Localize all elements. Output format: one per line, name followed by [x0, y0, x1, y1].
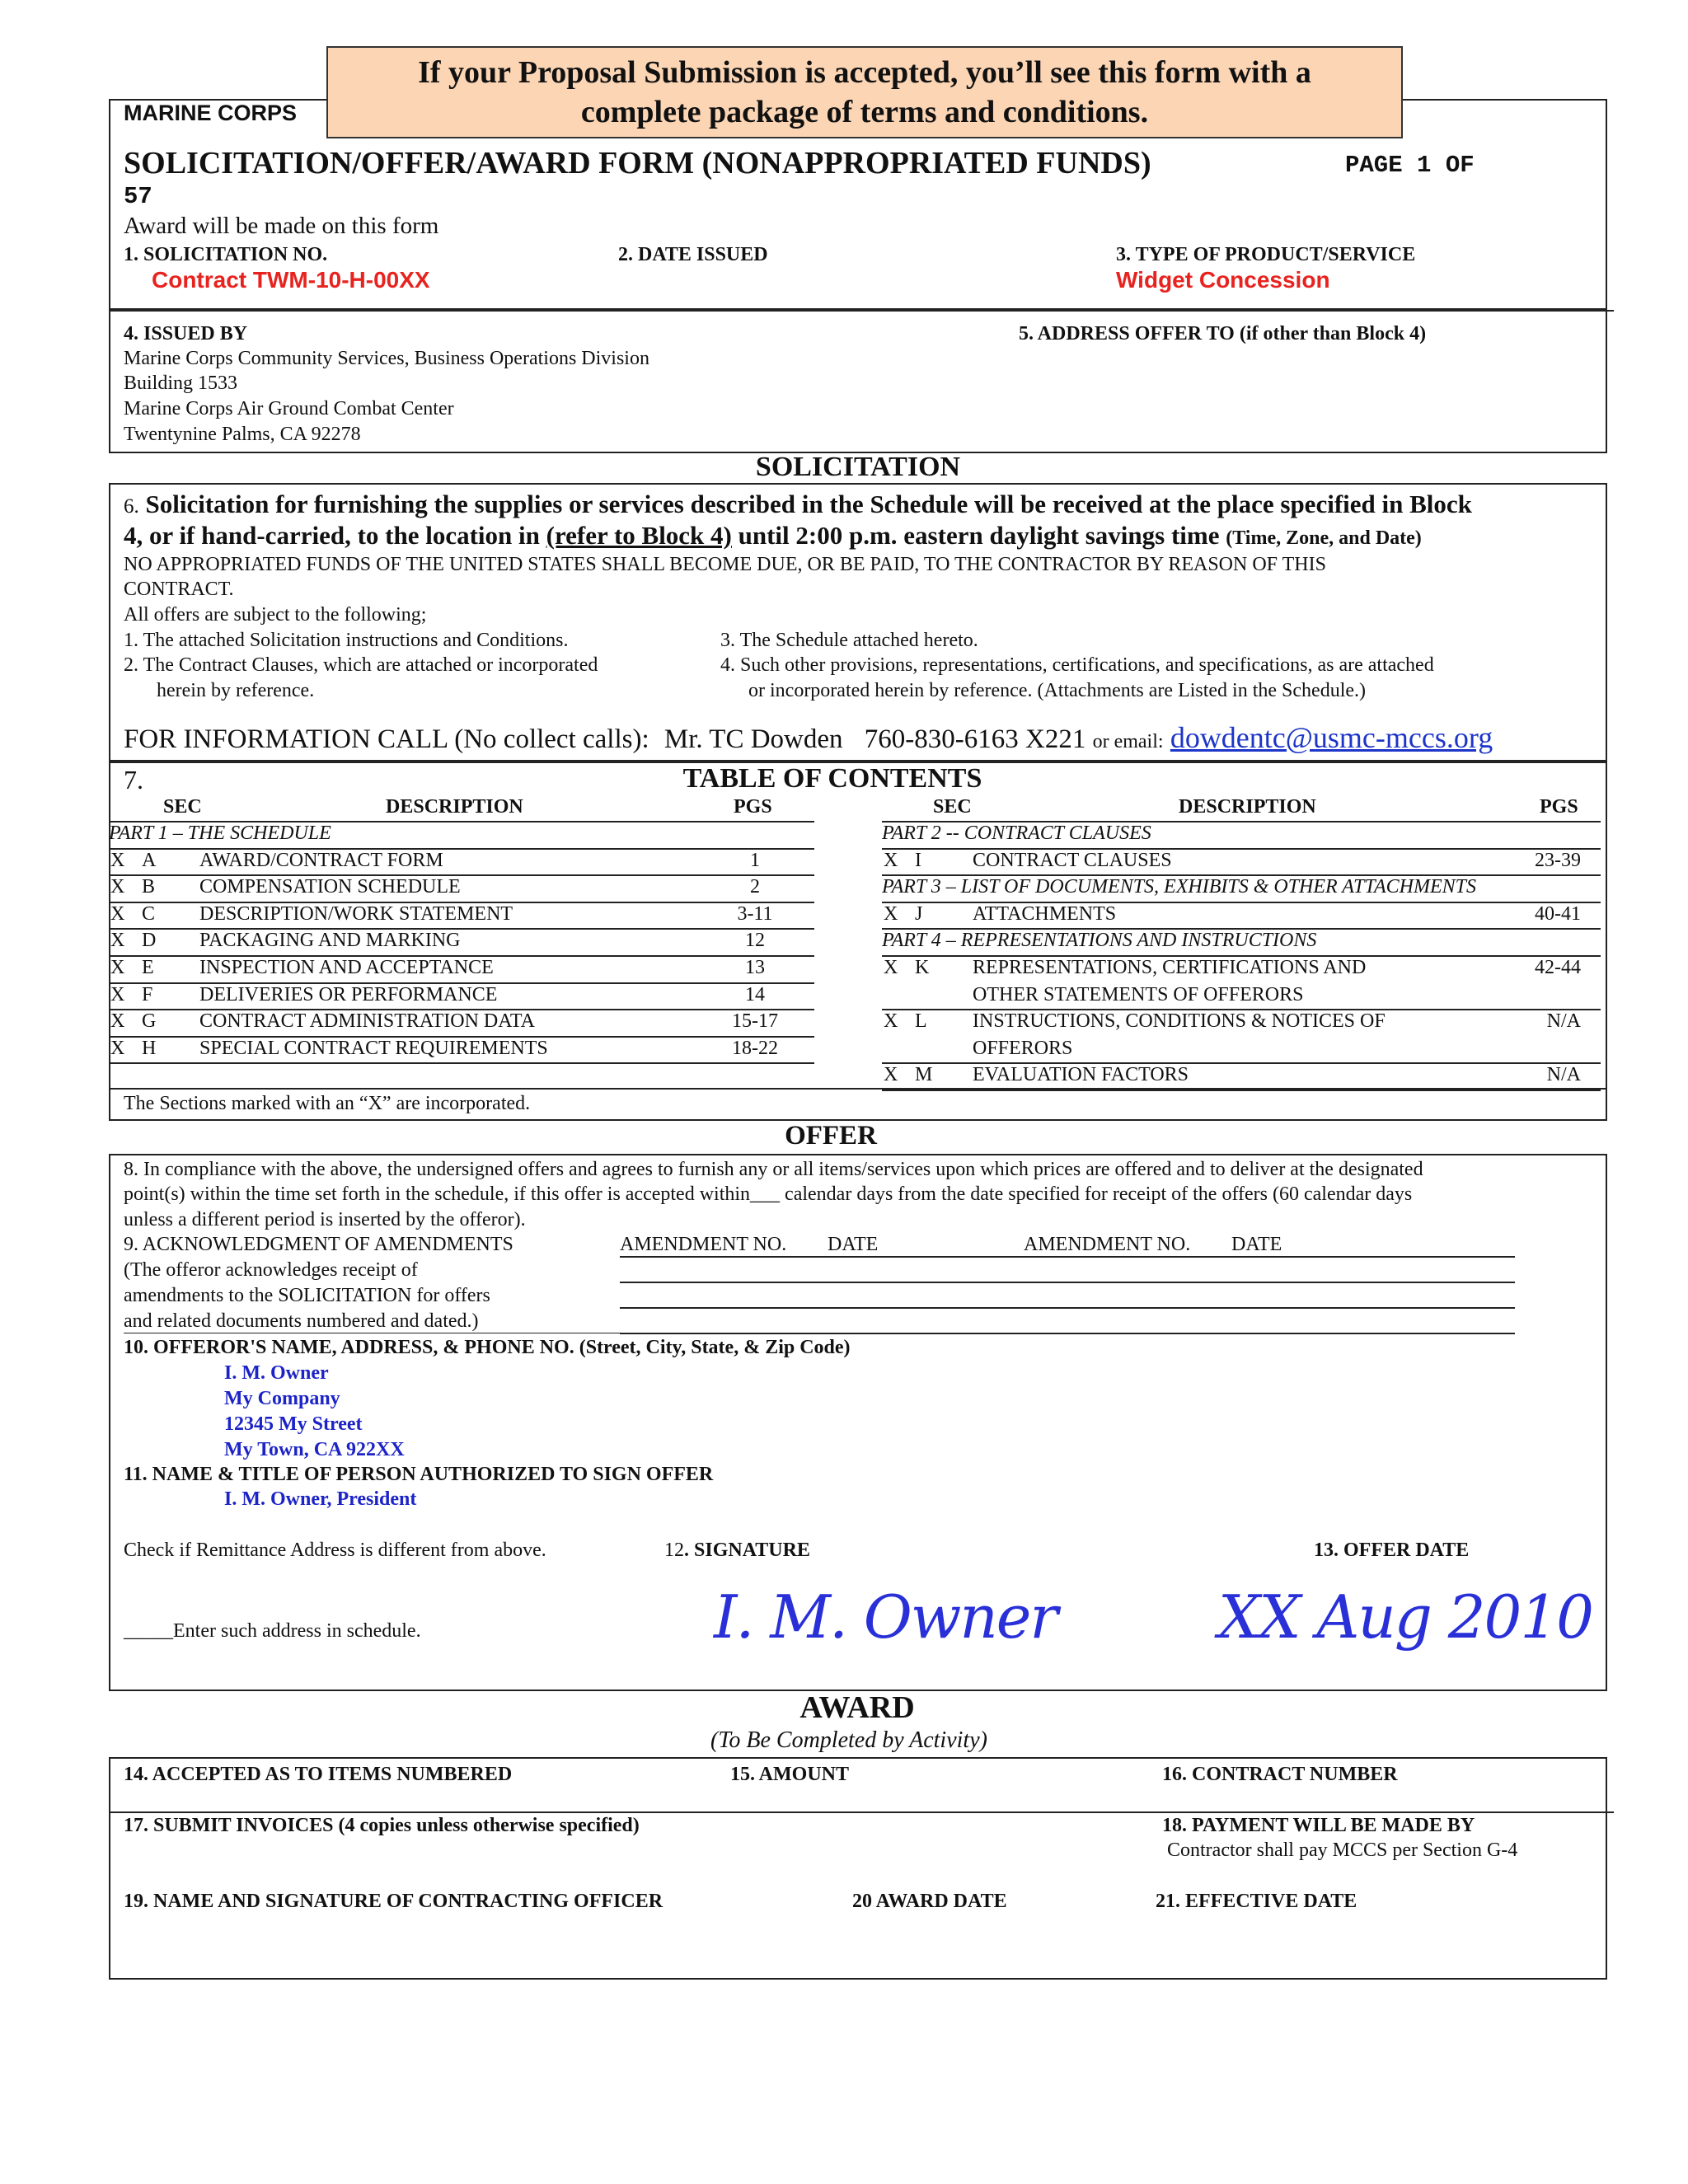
toc-part-heading: PART 3 – LIST OF DOCUMENTS, EXHIBITS & OTHER ATTACHMENTS: [882, 876, 1476, 898]
toc-section-letter: H: [142, 1037, 157, 1059]
header-divider: [109, 310, 1614, 312]
block6-line-1: [124, 490, 1472, 519]
toc-incorporated-mark: X: [884, 1010, 898, 1033]
toc-pages: 42-44: [1535, 957, 1581, 978]
toc-section-letter: I: [915, 849, 921, 871]
toc-heading: TABLE OF CONTENTS: [682, 763, 982, 794]
amendment-no-1: AMENDMENT NO.: [620, 1234, 787, 1255]
toc-pages: 14: [745, 983, 765, 1005]
toc-right-col-desc: DESCRIPTION: [1179, 796, 1316, 818]
amendment-no-2: AMENDMENT NO.: [1024, 1234, 1191, 1255]
toc-incorporated-mark: X: [110, 957, 125, 978]
no-funds-line-2: CONTRACT.: [124, 579, 234, 600]
issued-by-line-2: Building 1533: [124, 373, 238, 394]
toc-header-divider: [109, 821, 814, 823]
block6-bold-2a: 4, or if hand-carried, to the location in: [124, 521, 540, 550]
info-call-label: FOR INFORMATION CALL (No collect calls):: [124, 724, 649, 754]
block6-bold-2c: until 2:00 p.m. eastern daylight savings time: [738, 521, 1220, 550]
offeror-signature[interactable]: I. M. Owner: [714, 1582, 1057, 1652]
toc-incorporated-mark: X: [110, 849, 125, 871]
info-email-link[interactable]: dowdentc@usmc-mccs.org: [1170, 721, 1493, 754]
toc-description: COMPENSATION SCHEDULE: [199, 876, 461, 898]
toc-section-letter: G: [142, 1010, 157, 1033]
toc-pages: 40-41: [1535, 902, 1581, 925]
toc-part-heading: PART 2 -- CONTRACT CLAUSES: [882, 823, 1151, 844]
offer-date-value[interactable]: XX Aug 2010: [1218, 1582, 1592, 1652]
block13-label: 13. OFFER DATE: [1314, 1540, 1470, 1561]
remittance-note: Check if Remittance Address is different from above.: [124, 1540, 546, 1561]
toc-pages: 15-17: [732, 1010, 778, 1033]
block18-value: Contractor shall pay MCCS per Section G-4: [1167, 1840, 1518, 1861]
amendment-line-1[interactable]: [620, 1256, 1515, 1258]
block4-label: 4. ISSUED BY: [124, 323, 248, 344]
info-contact-phone: 760-830-6163 X221: [864, 724, 1086, 754]
block20-label: 20 AWARD DATE: [852, 1891, 1007, 1912]
toc-incorporated-mark: X: [884, 957, 898, 978]
toc-section-letter: M: [915, 1064, 933, 1086]
toc-pages: 13: [745, 957, 765, 978]
offeror-street: 12345 My Street: [224, 1413, 363, 1435]
toc-left-col-sec: SEC: [163, 796, 202, 818]
block2-label: 2. DATE ISSUED: [618, 244, 768, 265]
info-or-email: or email:: [1092, 731, 1164, 752]
remittance-enter[interactable]: _____Enter such address in schedule.: [124, 1620, 421, 1642]
block18-label: 18. PAYMENT WILL BE MADE BY: [1162, 1815, 1475, 1836]
toc-incorporated-mark: X: [110, 1010, 125, 1033]
block6-line-2: [124, 521, 1422, 551]
toc-footnote-divider: [109, 1088, 1607, 1090]
info-call-line: [124, 720, 1493, 755]
toc-section-letter: J: [915, 902, 923, 925]
toc-incorporated-mark: X: [110, 876, 125, 898]
solicitation-number: Contract TWM-10-H-00XX: [152, 267, 430, 293]
agency-label: MARINE CORPS: [124, 101, 298, 125]
toc-section-letter: L: [915, 1010, 927, 1033]
block1-label: 1. SOLICITATION NO.: [124, 244, 328, 265]
award-divider: [109, 1811, 1614, 1813]
banner-line-2: complete package of terms and conditions.: [580, 95, 1149, 129]
issued-by-line-1: Marine Corps Community Services, Business Operations Division: [124, 348, 649, 369]
block17-label: 17. SUBMIT INVOICES (4 copies unless otherwise specified): [124, 1815, 640, 1836]
issued-by-line-3: Marine Corps Air Ground Combat Center: [124, 398, 454, 419]
issued-by-line-4: Twentynine Palms, CA 92278: [124, 424, 361, 445]
award-note: Award will be made on this form: [124, 213, 439, 239]
toc-pages: N/A: [1546, 1010, 1581, 1033]
toc-part-heading: PART 1 – THE SCHEDULE: [109, 823, 331, 844]
ack-line-4: and related documents numbered and dated.): [124, 1310, 479, 1332]
subject-item-2b: herein by reference.: [157, 680, 315, 701]
toc-incorporated-mark: X: [110, 902, 125, 925]
amendment-date-1: DATE: [828, 1234, 879, 1255]
toc-incorporated-mark: X: [110, 983, 125, 1005]
toc-header-divider: [882, 821, 1601, 823]
subject-item-3: 3. The Schedule attached hereto.: [720, 630, 978, 651]
toc-right-col-pgs: PGS: [1540, 796, 1578, 818]
form-title: SOLICITATION/OFFER/AWARD FORM (NONAPPROPRIATED FUNDS): [124, 146, 1151, 180]
block3-label: 3. TYPE OF PRODUCT/SERVICE: [1116, 244, 1416, 265]
toc-pages: 2: [750, 876, 760, 898]
toc-left-col-desc: DESCRIPTION: [386, 796, 523, 818]
block14-label: 14. ACCEPTED AS TO ITEMS NUMBERED: [124, 1764, 513, 1785]
toc-description: SPECIAL CONTRACT REQUIREMENTS: [199, 1037, 548, 1059]
block15-label: 15. AMOUNT: [730, 1764, 849, 1785]
acceptance-banner: [326, 46, 1403, 138]
product-type: Widget Concession: [1116, 267, 1330, 293]
toc-description: DELIVERIES OR PERFORMANCE: [199, 983, 498, 1005]
toc-section-letter: C: [142, 902, 156, 925]
offer-heading: OFFER: [785, 1121, 877, 1151]
toc-incorporated-mark: X: [884, 849, 898, 871]
toc-section-letter: D: [142, 930, 157, 952]
no-funds-line-1: NO APPROPRIATED FUNDS OF THE UNITED STATES SHALL BECOME DUE, OR BE PAID, TO THE CONTRACTOR BY REASON OF THIS: [124, 554, 1326, 575]
toc-description: REPRESENTATIONS, CERTIFICATIONS AND: [973, 957, 1367, 978]
block6-bold-2d: (Time, Zone, and Date): [1226, 527, 1422, 549]
toc-section-letter: B: [142, 876, 156, 898]
offer-p8-line-3: unless a different period is inserted by the offeror).: [124, 1209, 526, 1230]
toc-description: INSTRUCTIONS, CONDITIONS & NOTICES OF: [973, 1010, 1386, 1033]
block6-bold-2b: (refer to Block 4): [546, 521, 732, 550]
toc-description: CONTRACT ADMINISTRATION DATA: [199, 1010, 535, 1033]
toc-incorporated-mark: X: [884, 902, 898, 925]
toc-section-letter: E: [142, 957, 154, 978]
award-heading: AWARD: [799, 1690, 915, 1725]
subject-item-4a: 4. Such other provisions, representations, certifications, and specifications, as are attached: [720, 654, 1434, 676]
toc-pages: N/A: [1546, 1064, 1581, 1086]
block12-label: [664, 1540, 810, 1562]
block6-bold-1: Solicitation for furnishing the supplies or services described in the Schedule will be received at the place specified in Block: [145, 490, 1472, 518]
toc-incorporated-mark: X: [110, 1037, 125, 1059]
toc-incorporated-mark: X: [884, 1064, 898, 1086]
info-contact-name: Mr. TC Dowden: [663, 724, 843, 754]
banner-line-1: If your Proposal Submission is accepted, you’ll see this form with a: [418, 55, 1311, 90]
authorized-signer: I. M. Owner, President: [224, 1488, 417, 1510]
toc-incorporated-mark: X: [110, 930, 125, 952]
toc-number: 7.: [124, 765, 143, 794]
block16-label: 16. CONTRACT NUMBER: [1162, 1764, 1398, 1785]
page-total: 57: [124, 183, 152, 210]
award-box: [109, 1757, 1607, 1980]
block19-label: 19. NAME AND SIGNATURE OF CONTRACTING OFFICER: [124, 1891, 663, 1912]
subject-item-1: 1. The attached Solicitation instructions and Conditions.: [124, 630, 569, 651]
toc-pages: 18-22: [732, 1037, 778, 1059]
offeror-name: I. M. Owner: [224, 1362, 329, 1384]
award-subheading: (To Be Completed by Activity): [710, 1727, 987, 1753]
toc-part-heading: PART 4 – REPRESENTATIONS AND INSTRUCTIONS: [882, 930, 1317, 952]
block12-number: 12: [664, 1540, 684, 1561]
toc-section-letter: A: [142, 849, 157, 871]
block12-text: . SIGNATURE: [684, 1540, 810, 1561]
amendment-line-3[interactable]: [620, 1307, 1515, 1309]
page-label: PAGE 1 OF: [1345, 152, 1475, 179]
block11-label: 11. NAME & TITLE OF PERSON AUTHORIZED TO SIGN OFFER: [124, 1464, 714, 1485]
toc-pages: 12: [745, 930, 765, 952]
toc-description: DESCRIPTION/WORK STATEMENT: [199, 902, 513, 925]
toc-description: CONTRACT CLAUSES: [973, 849, 1172, 871]
ack-line-2: (The offeror acknowledges receipt of: [124, 1259, 418, 1281]
subject-item-4b: or incorporated herein by reference. (Attachments are Listed in the Schedule.): [748, 680, 1367, 701]
toc-pages: 1: [750, 849, 760, 871]
ack-line-3: amendments to the SOLICITATION for offers: [124, 1285, 490, 1306]
solicitation-heading: SOLICITATION: [755, 452, 961, 482]
toc-description: AWARD/CONTRACT FORM: [199, 849, 443, 871]
toc-section-letter: K: [915, 957, 930, 978]
subject-item-2a: 2. The Contract Clauses, which are attached or incorporated: [124, 654, 598, 676]
block6-number: 6.: [124, 495, 139, 518]
amendment-date-2: DATE: [1231, 1234, 1282, 1255]
toc-section-letter: F: [142, 983, 153, 1005]
subject-line: All offers are subject to the following;: [124, 604, 427, 626]
amendment-line-4[interactable]: [620, 1333, 1515, 1334]
toc-description: INSPECTION AND ACCEPTANCE: [199, 957, 494, 978]
toc-right-col-sec: SEC: [933, 796, 972, 818]
toc-footnote: The Sections marked with an “X” are incorporated.: [124, 1093, 531, 1114]
toc-row-divider: [109, 1062, 814, 1064]
toc-description: PACKAGING AND MARKING: [199, 930, 461, 952]
ack-line-1: 9. ACKNOWLEDGMENT OF AMENDMENTS: [124, 1234, 513, 1255]
amendment-line-2[interactable]: [620, 1282, 1515, 1283]
toc-description-continued: OFFERORS: [973, 1037, 1073, 1059]
offer-p8-line-2: point(s) within the time set forth in the schedule, if this offer is accepted within___ calendar days from the date specified for receipt of the offers (60 calendar days: [124, 1183, 1413, 1205]
toc-pages: 23-39: [1535, 849, 1581, 871]
block5-label: 5. ADDRESS OFFER TO (if other than Block 4): [1019, 323, 1427, 344]
toc-description-continued: OTHER STATEMENTS OF OFFERORS: [973, 983, 1304, 1005]
offer-p8-line-1: 8. In compliance with the above, the undersigned offers and agrees to furnish any or all items/services upon which prices are offered and to deliver at the designated: [124, 1159, 1423, 1180]
toc-left-col-pgs: PGS: [734, 796, 772, 818]
block21-label: 21. EFFECTIVE DATE: [1156, 1891, 1357, 1912]
toc-description: ATTACHMENTS: [973, 902, 1117, 925]
toc-description: EVALUATION FACTORS: [973, 1064, 1189, 1086]
toc-pages: 3-11: [737, 902, 773, 925]
offeror-company: My Company: [224, 1388, 340, 1409]
offeror-city: My Town, CA 922XX: [224, 1439, 405, 1460]
toc-row-divider: [882, 1090, 1601, 1091]
block10-label: 10. OFFEROR'S NAME, ADDRESS, & PHONE NO. (Street, City, State, & Zip Code): [124, 1337, 851, 1358]
